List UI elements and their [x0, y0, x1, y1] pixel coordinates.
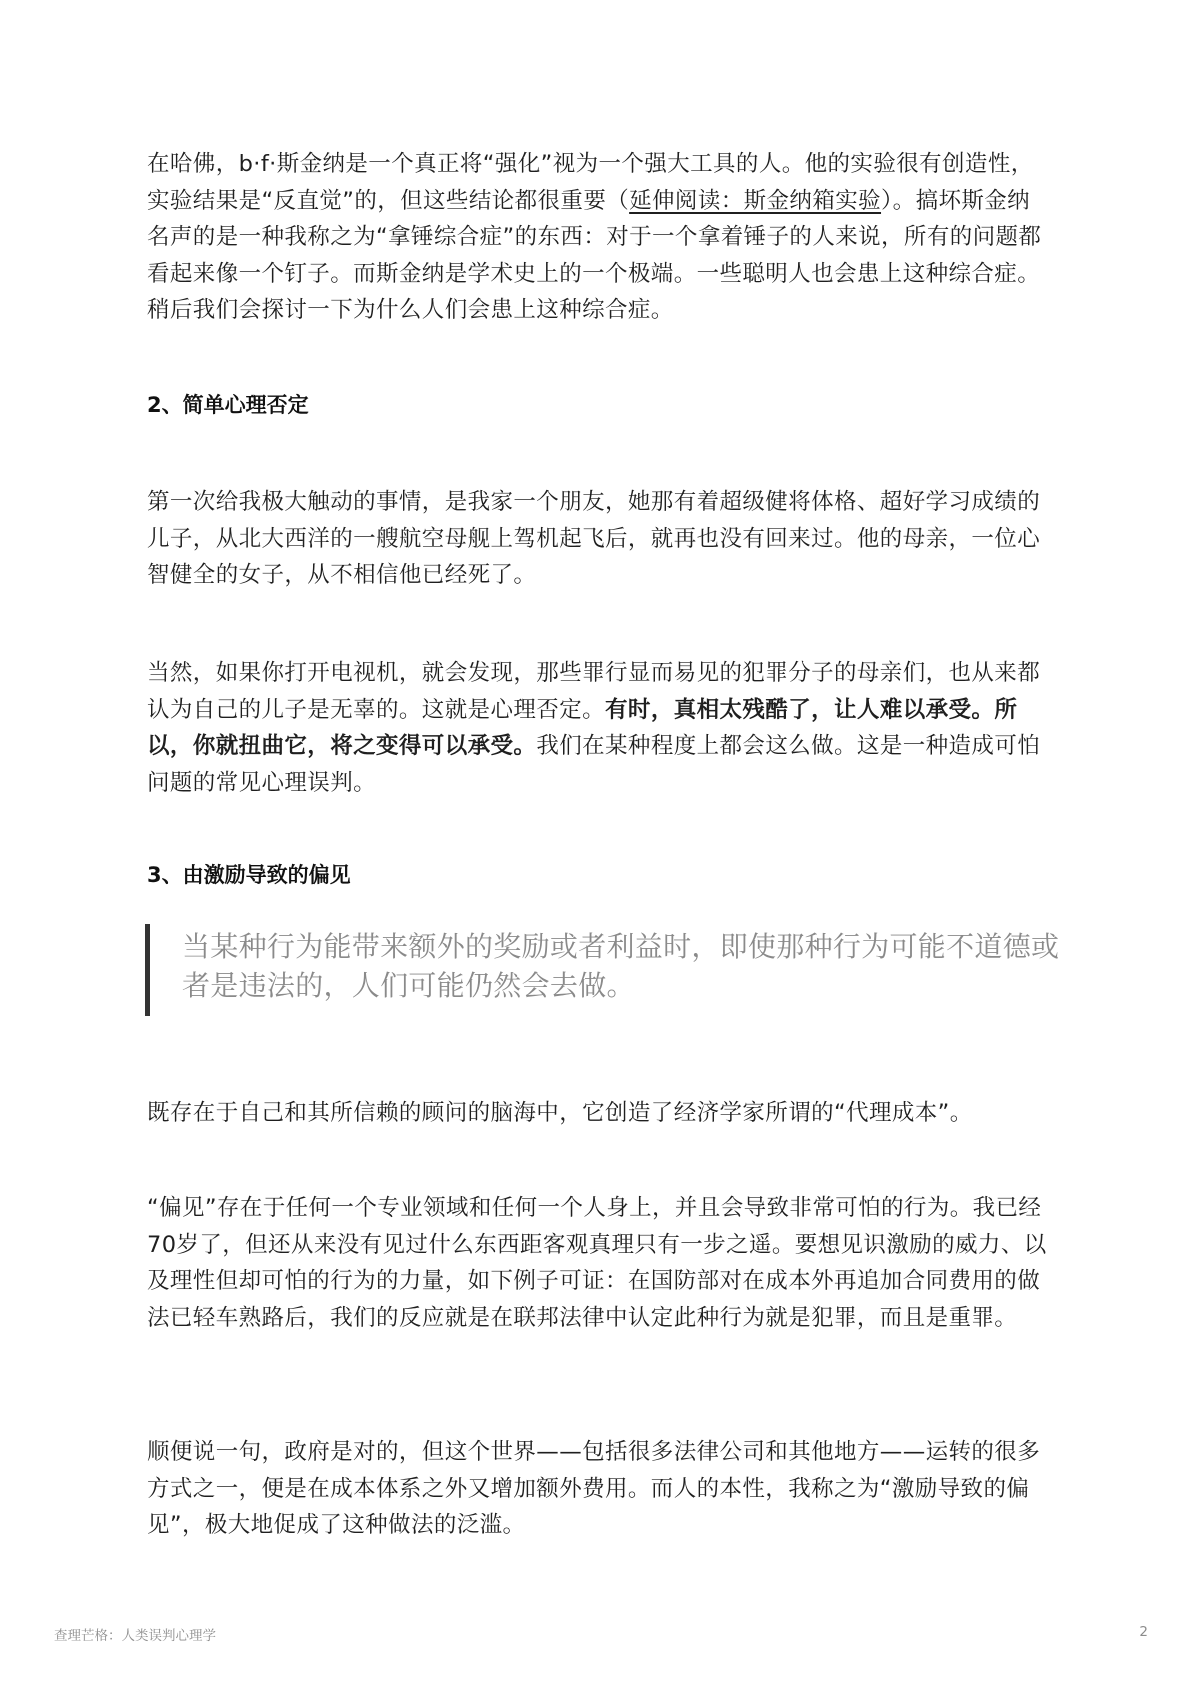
paragraph-bias-everywhere: “偏见”存在于任何一个专业领域和任何一个人身上，并且会导致非常可怕的行为。我已经70岁了，但还从来没有见过什么东西距客观真理只有一步之遥。要想见识激励的威力、以及理性但却可怕的行为的力量，如下例子可证：在国防部对在成本外再追加合同费用的做法已轻车熟路后，我们的反应就是在联邦法律中认定此种行为就是犯罪，而且是重罪。	[147, 1195, 1047, 1331]
paragraph-government: 顺便说一句，政府是对的，但这个世界——包括很多法律公司和其他地方——运转的很多方式之一，便是在成本体系之外又增加额外费用。而人的本性，我称之为“激励导致的偏见”，极大地促成了这种做法的泛滥。	[147, 1439, 1041, 1538]
paragraph-friend-son: 第一次给我极大触动的事情，是我家一个朋友，她那有着超级健将体格、超好学习成绩的儿子，从北大西洋的一艘航空母舰上驾机起飞后，就再也没有回来过。他的母亲，一位心智健全的女子，从不相信他已经死了。	[147, 489, 1041, 588]
paragraph-text: 我们在某种程度上都会这么做。这是一种造成可怕问题的常见心理误判。	[147, 733, 1041, 796]
bold-emphasis-text: 有时，真相太残酷了，让人难以承受。所以，你就扭曲它，将之变得可以承受。	[147, 696, 1018, 759]
section-heading-denial: 2、简单心理否定	[147, 393, 309, 417]
paragraph-skinner	[147, 146, 1047, 329]
paragraph-agency-cost: 既存在于自己和其所信赖的顾问的脑海中，它创造了经济学家所谓的“代理成本”。	[147, 1100, 973, 1126]
further-reading-link[interactable]: 延伸阅读：斯金纳箱实验	[629, 187, 882, 214]
paragraph-text: 当然，如果你打开电视机，就会发现，那些罪行显而易见的犯罪分子的母亲们，也从来都认为自己的儿子是无辜的。这就是心理否定。	[147, 660, 1041, 723]
paragraph-text: ）。搞坏斯金纳名声的是一种我称之为“拿锤综合症”的东西：对于一个拿着锤子的人来说，所有的问题都看起来像一个钉子。而斯金纳是学术史上的一个极端。一些聪明人也会患上这种综合症。稍后我们会探讨一下为什么人们会患上这种综合症。	[147, 187, 1042, 323]
blockquote-bar	[145, 924, 150, 1016]
blockquote-text: 当某种行为能带来额外的奖励或者利益时，即使那种行为可能不道德或者是违法的，人们可能仍然会去做。	[182, 930, 1060, 1002]
blockquote	[145, 924, 1065, 1016]
paragraph-denial	[147, 655, 1047, 801]
paragraph-text: 在哈佛，b·f·斯金纳是一个真正将“强化”视为一个强大工具的人。他的实验很有创造性，实验结果是“反直觉”的，但这些结论都很重要（	[147, 151, 1034, 214]
section-heading-incentive-bias: 3、由激励导致的偏见	[147, 863, 351, 887]
footer-page-number: 2	[1139, 1624, 1148, 1640]
footer-document-title: 查理芒格：人类误判心理学	[54, 1628, 216, 1644]
